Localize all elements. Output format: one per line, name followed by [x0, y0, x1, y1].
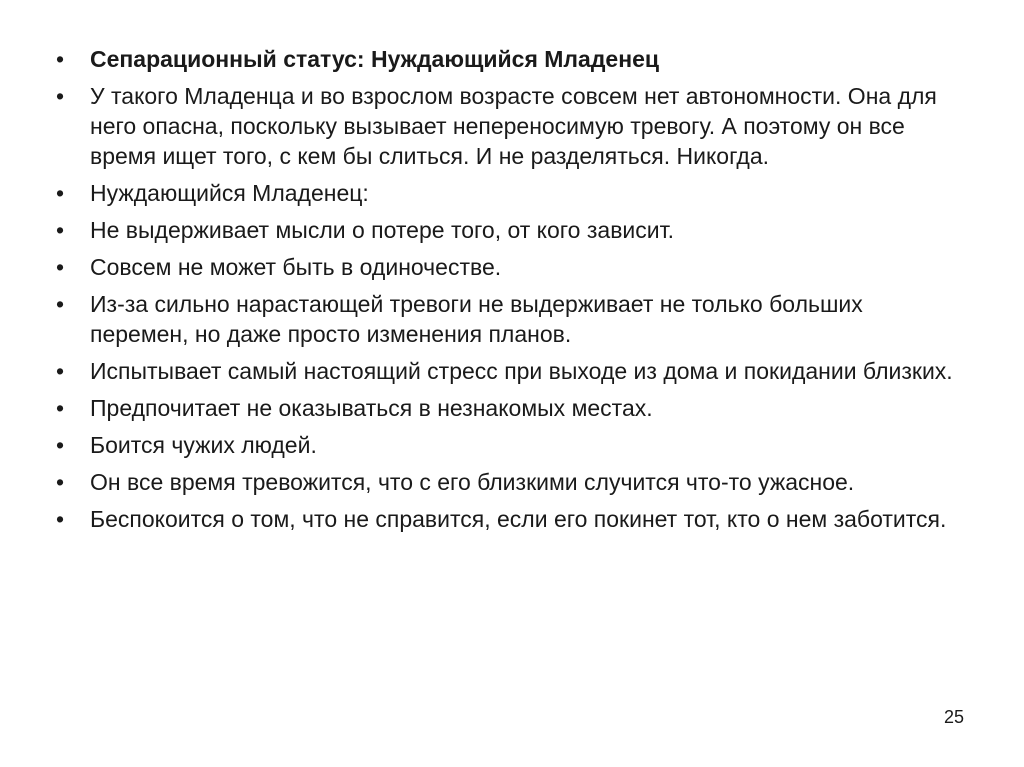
bullet-icon: • — [56, 506, 65, 532]
bullet-item — [56, 81, 956, 171]
bullet-text: Боится чужих людей. — [90, 432, 317, 458]
bullet-icon: • — [56, 217, 65, 243]
page-number: 25 — [943, 707, 964, 727]
bullet-item — [56, 215, 956, 245]
bullet-item — [56, 252, 956, 282]
bullet-text: У такого Младенца и во взрослом возрасте совсем нет автономности. Она для него опасна, поскольку вызывает непереносимую тревогу. А поэтому он все время ищет того, с кем бы слиться. И не разделяться. Никогда. — [90, 83, 937, 169]
bullet-item — [56, 356, 956, 386]
bullet-item — [56, 430, 956, 460]
bullet-item — [56, 504, 956, 534]
bullet-list — [56, 44, 956, 541]
bullet-icon: • — [56, 83, 65, 109]
bullet-text: Предпочитает не оказываться в незнакомых местах. — [90, 395, 653, 421]
bullet-item — [56, 178, 956, 208]
bullet-icon: • — [56, 395, 65, 421]
bullet-text: Нуждающийся Младенец: — [90, 180, 369, 206]
bullet-item — [56, 467, 956, 497]
bullet-item-title — [56, 44, 956, 74]
bullet-item — [56, 393, 956, 423]
bullet-text: Испытывает самый настоящий стресс при выходе из дома и покидании близких. — [90, 358, 953, 384]
bullet-text: Он все время тревожится, что с его близкими случится что-то ужасное. — [90, 469, 855, 495]
bullet-icon: • — [56, 254, 65, 280]
bullet-icon: • — [56, 46, 65, 72]
bullet-text: Беспокоится о том, что не справится, если его покинет тот, кто о нем заботится. — [90, 506, 947, 532]
bullet-text: Не выдерживает мысли о потере того, от кого зависит. — [90, 217, 674, 243]
bullet-text: Сепарационный статус: Нуждающийся Младенец — [90, 46, 660, 72]
bullet-icon: • — [56, 180, 65, 206]
bullet-icon: • — [56, 291, 65, 317]
bullet-icon: • — [56, 358, 65, 384]
bullet-text: Совсем не может быть в одиночестве. — [90, 254, 502, 280]
bullet-item — [56, 289, 956, 349]
bullet-icon: • — [56, 432, 65, 458]
bullet-text: Из-за сильно нарастающей тревоги не выдерживает не только больших перемен, но даже просто изменения планов. — [90, 291, 863, 347]
bullet-icon: • — [56, 469, 65, 495]
